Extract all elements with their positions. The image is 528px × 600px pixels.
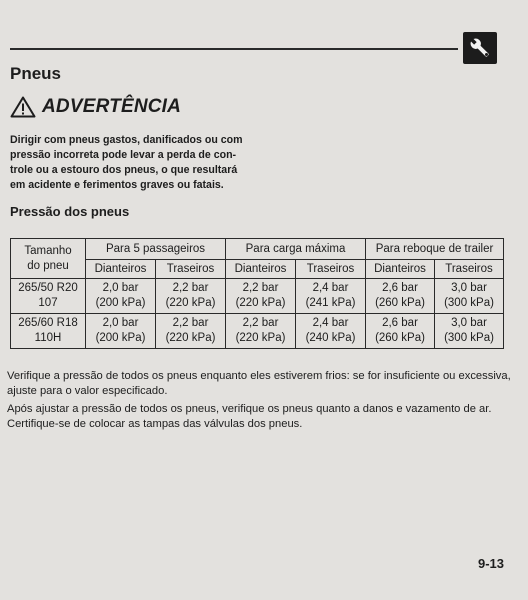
pressure-kpa: (220 kPa)	[165, 332, 216, 344]
tire-pressure-table	[10, 238, 504, 349]
column-header: Dianteiros	[226, 260, 296, 279]
tire-size-cell	[11, 314, 86, 349]
pressure-kpa: (300 kPa)	[444, 332, 494, 344]
group-header: Para carga máxima	[226, 239, 366, 260]
pressure-cell	[156, 314, 226, 349]
load-index: 107	[38, 297, 58, 309]
warning-header	[10, 96, 181, 118]
pressure-bar: 2,6 bar	[382, 282, 418, 294]
paragraph-line: ajuste para o valor especificado.	[7, 385, 168, 397]
pressure-bar: 2,4 bar	[312, 317, 349, 329]
header-line: do pneu	[27, 259, 69, 272]
table-row	[11, 314, 504, 349]
after-adjust-paragraph	[7, 402, 512, 432]
pressure-kpa: (260 kPa)	[375, 297, 425, 309]
column-header: Traseiros	[296, 260, 366, 279]
page-number: 9-13	[478, 556, 505, 571]
pressure-cell	[296, 279, 366, 314]
warning-title: ADVERTÊNCIA	[42, 96, 182, 117]
warning-text	[10, 133, 260, 193]
pressure-bar: 3,0 bar	[451, 317, 487, 329]
pressure-kpa: (200 kPa)	[95, 332, 146, 344]
column-header: Traseiros	[156, 260, 226, 279]
paragraph-line: Certifique-se de colocar as tampas das válvulas dos pneus.	[7, 418, 303, 430]
pressure-bar: 2,2 bar	[242, 317, 279, 329]
warning-line: pressão incorreta pode levar a perda de con-	[10, 149, 237, 161]
pressure-bar: 2,0 bar	[102, 282, 139, 294]
pressure-cell	[435, 314, 504, 349]
table-row	[11, 279, 504, 314]
pressure-cell	[226, 314, 296, 349]
group-header: Para reboque de trailer	[366, 239, 504, 260]
group-header: Para 5 passageiros	[86, 239, 226, 260]
tire-size-cell	[11, 279, 86, 314]
pressure-bar: 2,2 bar	[242, 282, 279, 294]
load-index: 110H	[34, 332, 62, 344]
tire-size: 265/50 R20	[18, 282, 78, 294]
pressure-kpa: (300 kPa)	[444, 297, 494, 309]
pressure-cell	[435, 279, 504, 314]
tire-size-header	[11, 239, 86, 279]
section-title: Pneus	[10, 64, 62, 83]
wrench-icon	[463, 32, 497, 64]
pressure-kpa: (260 kPa)	[375, 332, 425, 344]
pressure-cell	[226, 279, 296, 314]
pressure-bar: 2,2 bar	[172, 282, 209, 294]
pressure-kpa: (240 kPa)	[305, 332, 356, 344]
pressure-kpa: (241 kPa)	[305, 297, 356, 309]
column-header: Dianteiros	[366, 260, 435, 279]
header-line: Tamanho	[24, 244, 72, 257]
pressure-bar: 3,0 bar	[451, 282, 487, 294]
pressure-bar: 2,0 bar	[102, 317, 139, 329]
pressure-cell	[86, 279, 156, 314]
header-rule	[10, 48, 458, 50]
pressure-cell	[296, 314, 366, 349]
warning-line: Dirigir com pneus gastos, danificados ou com	[10, 134, 243, 146]
pressure-bar: 2,6 bar	[382, 317, 418, 329]
pressure-cell	[156, 279, 226, 314]
paragraph-line: Verifique a pressão de todos os pneus enquanto eles estiverem frios: se for insuficiente ou excessiva,	[7, 370, 511, 382]
warning-line: trole ou a estouro dos pneus, o que resultará	[10, 164, 238, 176]
subsection-title: Pressão dos pneus	[10, 204, 130, 219]
tire-size: 265/60 R18	[18, 317, 78, 329]
pressure-bar: 2,2 bar	[172, 317, 209, 329]
pressure-kpa: (220 kPa)	[235, 332, 286, 344]
pressure-cell	[366, 314, 435, 349]
pressure-kpa: (220 kPa)	[235, 297, 286, 309]
column-header: Traseiros	[435, 260, 504, 279]
warning-triangle-icon	[10, 96, 36, 118]
pressure-bar: 2,4 bar	[312, 282, 349, 294]
pressure-cell	[366, 279, 435, 314]
warning-line: em acidente e ferimentos graves ou fatais.	[10, 179, 224, 191]
pressure-kpa: (220 kPa)	[165, 297, 216, 309]
paragraph-line: Após ajustar a pressão de todos os pneus, verifique os pneus quanto a danos e vazamento de ar.	[7, 403, 492, 415]
column-header: Dianteiros	[86, 260, 156, 279]
check-pressure-paragraph	[7, 369, 512, 399]
pressure-kpa: (200 kPa)	[95, 297, 146, 309]
pressure-cell	[86, 314, 156, 349]
